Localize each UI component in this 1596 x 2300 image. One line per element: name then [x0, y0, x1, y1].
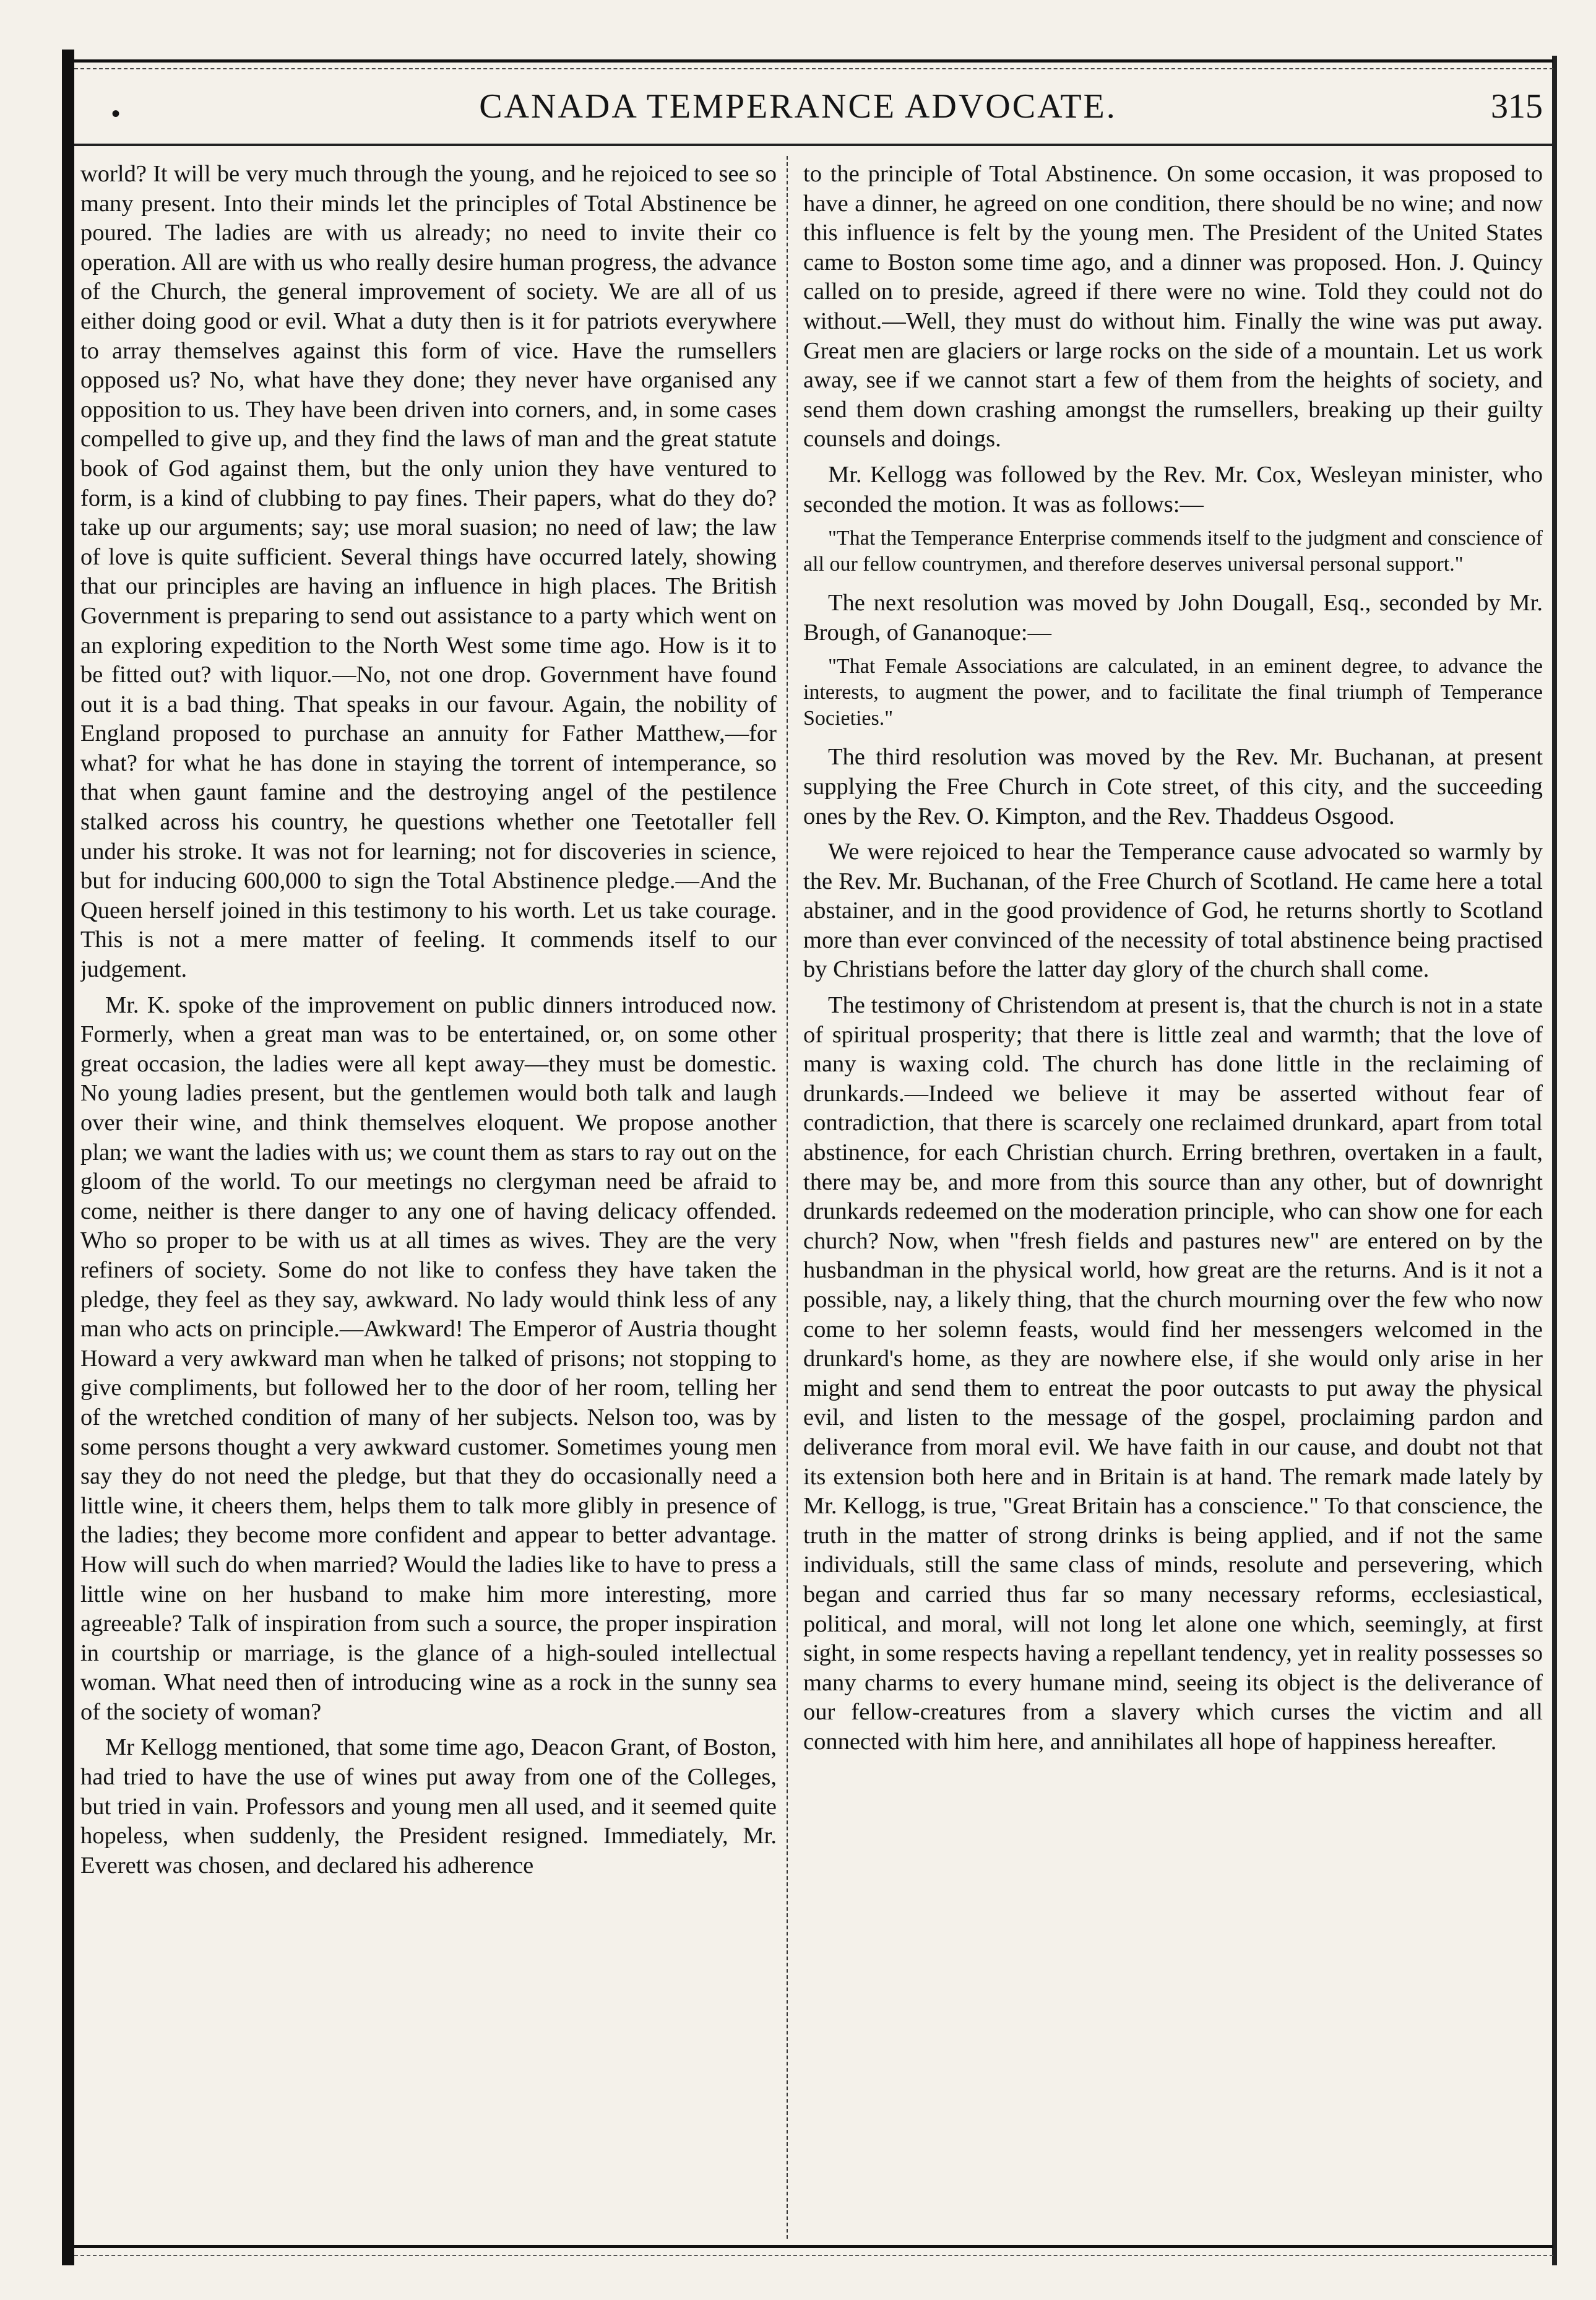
resolution-quote: "That Female Associations are calculated, in an eminent degree, to advance the interests, to augment the power, and to facilitate the final triumph of Temperance Societies.": [803, 655, 1543, 730]
header-mark: •: [111, 100, 121, 128]
paragraph: The testimony of Christendom at present is, that the church is not in a state of spiritual prosperity; that there is little zeal and warmth; that the love of many is waxing cold. The church has done little in the reclaiming of drunkards.—Indeed we believe it may be asserted without fear of contradiction, that there is scarcely one reclaimed drunkard, apart from total abstinence, for each Christian church. Erring brethren, overtaken in a fault, there may be, and more from this source than any other, but of downright drunkards redeemed on the moderation principle, who can show one for each church? Now, when "fresh fields and pastures new" are entered on by the husbandman in the physical world, how great are the returns. And is it not a possible, nay, a likely thing, that the church mourning over the few who now come to her solemn feasts, would find her messengers welcomed in the drunkard's home, as they are nowhere else, if she would only arise in her might and send them to entreat the poor outcasts to put away the physical evil, and listen to the message of the gospel, proclaiming pardon and deliverance from moral evil. We have faith in our cause, and doubt not that its extension both here and in Britain is at hand. The remark made lately by Mr. Kellogg, is true, "Great Britain has a conscience." To that conscience, the truth in the matter of strong drinks is being applied, and if not the same individuals, still the same class of minds, resolute and persevering, which began and carried thus far so many necessary reforms, ecclesiastical, political, and moral, will not long let alone one which, seemingly, at first sight, in some respects having a repellant tendency, yet in reality possesses so many charms to every humane mind, seeing its object is the deliverance of our fellow-creatures from a slavery which curses the victim and all connected with him here, and annihilates all hope of happiness hereafter.: [803, 992, 1543, 1755]
right-border: [1552, 56, 1557, 2265]
column-divider: [787, 156, 788, 2239]
paragraph: Mr. K. spoke of the improvement on public dinners introduced now. Formerly, when a great man was to be entertained, or, on some other great occasion, the ladies were all kept away—they must be domestic. No young ladies present, but the gentlemen would both talk and laugh over their wine, and think themselves eloquent. We propose another plan; we want the ladies with us; we count them as stars to ray out on the gloom of the world. To our meetings no clergyman need be afraid to come, neither is there danger to any one of having delicacy offended. Who so proper to be with us at all times as wives. They are the very refiners of society. Some do not like to confess they have taken the pledge, they feel as they say, awkward. No lady would think less of any man who acts on principle.—Awkward! The Emperor of Austria thought Howard a very awkward man when he talked of prisons; not stopping to give compliments, but followed her to the door of her room, telling her of the wretched condition of many of her subjects. Nelson too, was by some persons thought a very awkward customer. Sometimes young men say they do not need the pledge, but that they do occasionally need a little wine, it cheers them, helps them to talk more glibly in presence of the ladies; they become more confident and appear to better advantage. How will such do when married? Would the ladies like to have to press a little wine on her husband to make him more interesting, more agreeable? Talk of inspiration from such a source, the proper inspiration in courtship or marriage, is the glance of a high-souled intellectual woman. What need then of introducing wine as a rock in the sunny sea of the society of woman?: [80, 992, 777, 1725]
paragraph: The next resolution was moved by John Dougall, Esq., seconded by Mr. Brough, of Gananoque:—: [803, 590, 1543, 646]
resolution-quote: "That the Temperance Enterprise commends itself to the judgment and conscience of all our fellow countrymen, and therefore deserves universal personal support.": [803, 527, 1543, 576]
right-column: [803, 160, 1543, 2233]
paragraph: to the principle of Total Abstinence. On some occasion, it was proposed to have a dinner, he agreed on one condition, there should be no wine; and now this influence is felt by the young men. The President of the United States came to Boston some time ago, and a dinner was proposed. Hon. J. Quincy called on to preside, agreed if there were no wine. Told they could not do without.—Well, they must do without him. Finally the wine was put away. Great men are glaciers or large rocks on the side of a mountain. Let us work away, see if we cannot start a few of them from the heights of society, and send them down crashing amongst the rumsellers, breaking up their guilty counsels and doings.: [803, 161, 1543, 452]
page-title: CANADA TEMPERANCE ADVOCATE.: [479, 87, 1117, 126]
header-rule: [74, 144, 1553, 146]
paragraph: Mr. Kellogg was followed by the Rev. Mr. Cox, Wesleyan minister, who seconded the motion. It was as follows:—: [803, 461, 1543, 517]
paragraph: We were rejoiced to hear the Temperance cause advocated so warmly by the Rev. Mr. Buchanan, of the Free Church of Scotland. He came here a total abstainer, and in the good providence of God, he returns shortly to Scotland more than ever convinced of the necessity of total abstinence being practised by Christians before the latter day glory of the church shall come.: [803, 839, 1543, 983]
paragraph: world? It will be very much through the young, and he rejoiced to see so many present. Into their minds let the principles of Total Abstinence be poured. The ladies are with us already; no need to invite their co operation. All are with us who really desire human progress, the advance of the Church, the general improvement of society. We are all of us either doing good or evil. What a duty then is it for patriots everywhere to array themselves against this form of vice. Have the rumsellers opposed us? No, what have they done; they never have organised any opposition to us. They have been driven into corners, and, in some cases compelled to give up, and they find the laws of man and the great statute book of God against them, but the only union they have ventured to form, is a kind of clubbing to pay fines. Their papers, what do they do? take up our arguments; say; use moral suasion; no need of law; the law of love is quite sufficient. Several things have occurred lately, showing that our principles are having an influence in high places. The British Government is preparing to send out assistance to a party which went on an exploring expedition to the North West some time ago. How is it to be fitted out? with liquor.—No, not one drop. Government have found out it is a bad thing. That speaks in our favour. Again, the nobility of England proposed to purchase an annuity for Father Matthew,—for what? for what he has done in staying the torrent of intemperance, so that when gaunt famine and the destroying angel of the pestilence stalked across his country, he questions whether one Teetotaller fell under his stroke. It was not for learning; not for discoveries in science, but for inducing 600,000 to sign the Total Abstinence pledge.—And the Queen herself joined in this testimony to his worth. Let us take courage. This is not a mere matter of feeling. It commends itself to our judgement.: [80, 161, 777, 983]
binding-edge: [62, 50, 74, 2265]
top-rule: [74, 59, 1553, 63]
bottom-rule-dashed: [74, 2255, 1553, 2256]
left-column: [80, 160, 777, 2233]
top-rule-dashed: [74, 68, 1553, 69]
bottom-rule: [74, 2245, 1553, 2248]
paragraph: Mr Kellogg mentioned, that some time ago, Deacon Grant, of Boston, had tried to have the use of wines put away from one of the Colleges, but tried in vain. Professors and young men all used, and it seemed quite hopeless, when suddenly, the President resigned. Immediately, Mr. Everett was chosen, and declared his adherence: [80, 1734, 777, 1878]
page-number: 315: [1491, 87, 1543, 126]
paragraph: The third resolution was moved by the Rev. Mr. Buchanan, at present supplying the Free Church in Cote street, of this city, and the succeeding ones by the Rev. O. Kimpton, and the Rev. Thaddeus Osgood.: [803, 744, 1543, 829]
